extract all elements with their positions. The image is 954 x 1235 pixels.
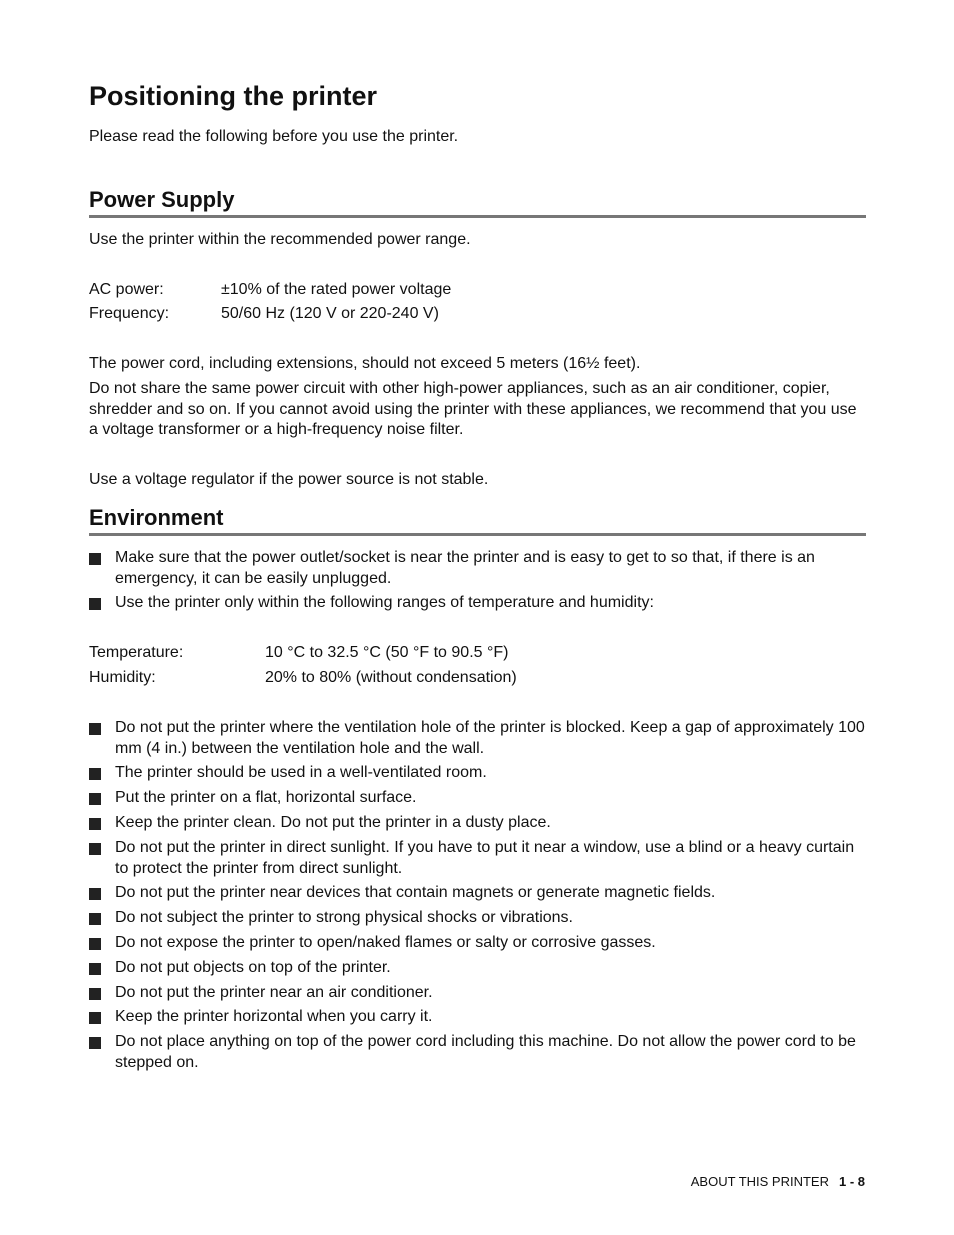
bullet-square-icon	[89, 818, 101, 830]
spec-label: Temperature:	[89, 644, 184, 661]
power-supply-heading: Power Supply	[89, 185, 866, 218]
list-item-text: Do not expose the printer to open/naked flames or salty or corrosive gasses.	[115, 934, 656, 951]
spec-value: 20% to 80% (without condensation)	[265, 669, 517, 686]
environment-heading: Environment	[89, 503, 866, 536]
spec-label: Humidity:	[89, 669, 156, 686]
page-footer	[691, 1173, 865, 1191]
list-item-text: Do not put the printer where the ventilation hole of the printer is blocked. Keep a gap of approximately 100 mm (4 in.) between the ventilation hole and the wall.	[115, 719, 865, 757]
bullet-square-icon	[89, 553, 101, 565]
list-item-text: Put the printer on a flat, horizontal surface.	[115, 789, 417, 806]
spec-label: Frequency:	[89, 305, 170, 322]
list-item-text: Do not put the printer near an air conditioner.	[115, 984, 433, 1001]
power-cord-paragraph: The power cord, including extensions, should not exceed 5 meters (16½ feet).	[89, 355, 641, 372]
bullet-square-icon	[89, 1037, 101, 1049]
intro-text: Please read the following before you use the printer.	[89, 128, 459, 145]
footer-section-label: ABOUT THIS PRINTER	[690, 1174, 829, 1189]
voltage-regulator-paragraph: Use a voltage regulator if the power source is not stable.	[89, 471, 489, 488]
power-circuit-paragraph: Do not share the same power circuit with other high-power appliances, such as an air conditioner, copier, shredder and so on. If you cannot avoid using the printer with these appliances, we recommend that you use a voltage transformer or a high-frequency noise filter.	[89, 380, 857, 438]
list-item-text: Keep the printer clean. Do not put the printer in a dusty place.	[115, 814, 551, 831]
bullet-square-icon	[89, 1012, 101, 1024]
bullet-square-icon	[89, 768, 101, 780]
list-item-text: Make sure that the power outlet/socket is near the printer and is easy to get to so that, if there is an emergency, it can be easily unplugged.	[115, 549, 815, 587]
list-item-text: Do not place anything on top of the power cord including this machine. Do not allow the power cord to be stepped on.	[115, 1033, 856, 1071]
spec-value: ±10% of the rated power voltage	[221, 281, 452, 298]
bullet-square-icon	[89, 598, 101, 610]
page-title: Positioning the printer	[89, 81, 377, 111]
list-item-text: Do not put the printer in direct sunlight. If you have to put it near a window, use a blind or a heavy curtain to protect the printer from direct sunlight.	[115, 839, 855, 877]
bullet-square-icon	[89, 938, 101, 950]
spec-value: 50/60 Hz (120 V or 220-240 V)	[221, 305, 439, 322]
bullet-square-icon	[89, 843, 101, 855]
list-item-text: Do not put objects on top of the printer.	[115, 959, 391, 976]
list-item-text: Do not subject the printer to strong physical shocks or vibrations.	[115, 909, 573, 926]
bullet-square-icon	[89, 888, 101, 900]
spec-value: 10 °C to 32.5 °C (50 °F to 90.5 °F)	[265, 644, 509, 661]
list-item-text: Keep the printer horizontal when you carry it.	[115, 1008, 433, 1025]
bullet-square-icon	[89, 988, 101, 1000]
list-item-text: Use the printer only within the following ranges of temperature and humidity:	[115, 594, 654, 611]
spec-label: AC power:	[89, 281, 164, 298]
bullet-square-icon	[89, 723, 101, 735]
bullet-square-icon	[89, 793, 101, 805]
power-supply-intro: Use the printer within the recommended power range.	[89, 231, 471, 248]
list-item-text: The printer should be used in a well-ventilated room.	[115, 764, 487, 781]
list-item-text: Do not put the printer near devices that contain magnets or generate magnetic fields.	[115, 884, 716, 901]
bullet-square-icon	[89, 963, 101, 975]
bullet-square-icon	[89, 913, 101, 925]
page-number: 1 - 8	[838, 1174, 865, 1189]
